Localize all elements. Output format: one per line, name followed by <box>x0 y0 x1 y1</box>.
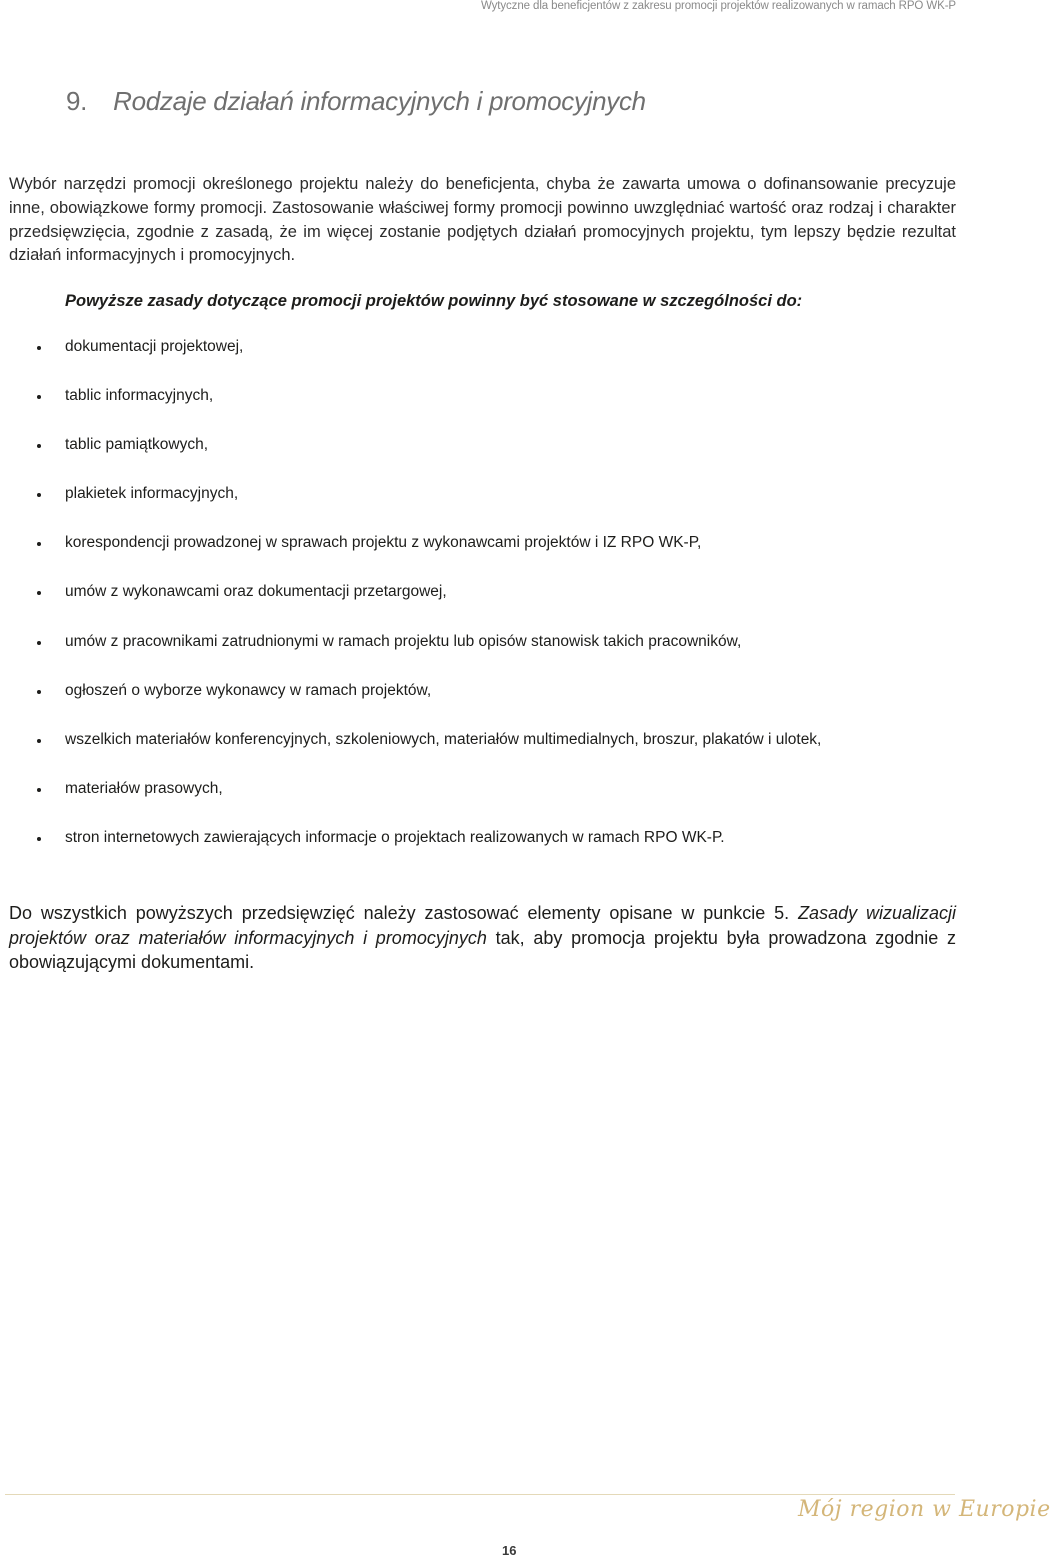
list-item <box>0 580 821 629</box>
closing-text-end: tak, aby promocja projektu była prowadzona zgodnie z obowiązującymi dokumentami. <box>9 927 956 972</box>
list-item <box>0 335 821 384</box>
list-item-text: ogłoszeń o wyborze wykonawcy w ramach projektów, <box>65 681 432 699</box>
section-title: Rodzaje działań informacyjnych i promocyjnych <box>113 86 646 116</box>
closing-text-start: Do wszystkich powyższych przedsięwzięć należy zastosować elementy opisane w punkcie 5. <box>9 903 799 923</box>
bullet-icon <box>37 542 41 546</box>
intro-paragraph: Wybór narzędzi promocji określonego projektu należy do beneficjenta, chyba że zawarta umowa o dofinansowanie precyzuje inne, obowiązkowe formy promocji. Zastosowanie właściwej formy promocji powinno uwzględniać wartość oraz rodzaj i charakter przedsięwzięcia, zgodnie z zasadą, że im więcej zostanie podjętych działań promocyjnych projektu, tym lepszy będzie rezultat działań informacyjnych i promocyjnych. <box>9 175 956 265</box>
list-item <box>0 679 821 728</box>
bullet-icon <box>37 837 41 841</box>
list-item <box>0 482 821 531</box>
section-heading <box>66 86 646 117</box>
bullet-icon <box>37 739 41 743</box>
list-item-text: dokumentacji projektowej, <box>65 338 244 355</box>
bullet-icon <box>37 690 41 694</box>
bullet-icon <box>37 493 41 497</box>
list-item <box>0 728 821 777</box>
bullet-icon <box>37 395 41 399</box>
list-item <box>0 384 821 433</box>
list-item-text: wszelkich materiałów konferencyjnych, szkoleniowych, materiałów multimedialnych, broszur, plakatów i ulotek, <box>65 730 822 748</box>
list-item-text: materiałów prasowych, <box>65 779 223 797</box>
list-item-text: umów z pracownikami zatrudnionymi w ramach projektu lub opisów stanowisk takich pracowników, <box>65 632 742 650</box>
footer-divider <box>5 1494 955 1495</box>
closing-paragraph <box>9 901 956 975</box>
bullet-icon <box>37 591 41 595</box>
list-item <box>0 777 821 826</box>
bullet-icon <box>37 788 41 792</box>
list-item-text: tablic pamiątkowych, <box>65 436 209 454</box>
list-intro: Powyższe zasady dotyczące promocji projektów powinny być stosowane w szczególności do: <box>65 292 803 310</box>
bullet-list <box>0 335 821 875</box>
list-item-text: stron internetowych zawierających informacje o projektach realizowanych w ramach RPO WK-P. <box>65 828 725 846</box>
bullet-icon <box>37 641 41 645</box>
list-item-text: umów z wykonawcami oraz dokumentacji przetargowej, <box>65 583 447 601</box>
list-item-text: tablic informacyjnych, <box>65 387 214 405</box>
page-number: 16 <box>502 1543 517 1558</box>
bullet-icon <box>37 444 41 448</box>
slogan-logo: Mój region w Europie <box>798 1497 1051 1522</box>
section-number: 9. <box>66 86 88 116</box>
closing-reference: Zasady wizualizacji projektów oraz materiałów informacyjnych i promocyjnych <box>9 903 957 948</box>
list-item-text: korespondencji prowadzonej w sprawach projektu z wykonawcami projektów i IZ RPO WK-P, <box>65 534 702 552</box>
list-item-text: plakietek informacyjnych, <box>65 485 239 503</box>
list-item <box>0 826 821 875</box>
list-item <box>0 531 821 580</box>
running-header: Wytyczne dla beneficjentów z zakresu promocji projektów realizowanych w ramach RPO WK-P <box>480 0 956 12</box>
bullet-icon <box>37 346 41 350</box>
list-item <box>0 630 821 679</box>
list-item <box>0 433 821 482</box>
